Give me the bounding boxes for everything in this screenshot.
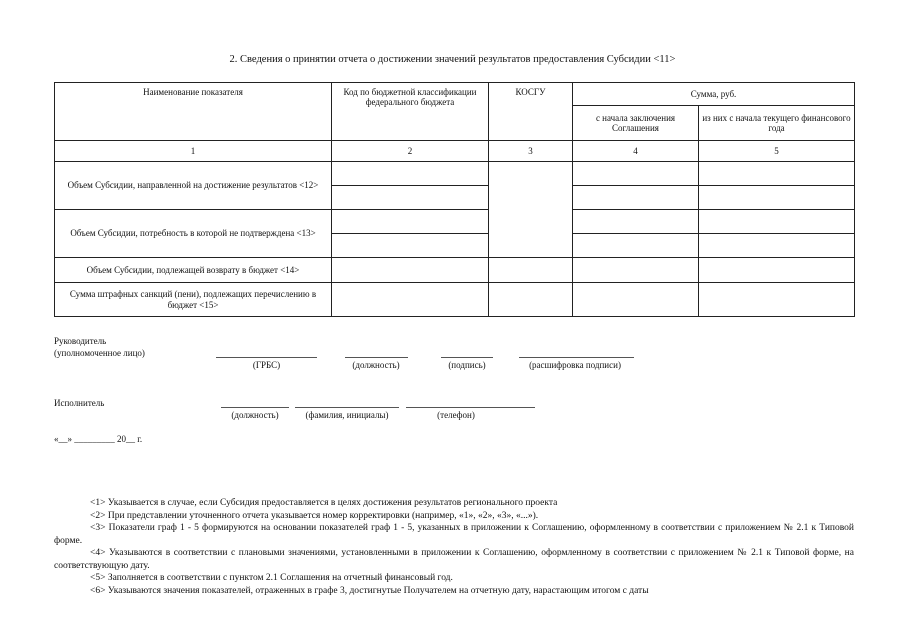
exec-name-line[interactable] [295, 407, 399, 408]
column-number: 1 [55, 141, 332, 162]
table-cell[interactable] [573, 258, 699, 283]
sign-line[interactable] [441, 357, 493, 358]
table-cell[interactable] [489, 162, 573, 258]
table-cell[interactable] [699, 283, 855, 317]
exec-name-caption: (фамилия, инициалы) [305, 410, 389, 420]
head-label: Руководитель [54, 336, 107, 346]
grbs-line[interactable] [216, 357, 317, 358]
table-cell[interactable] [332, 162, 489, 186]
header-sum-year: из них с начала текущего финансового года [699, 106, 855, 141]
column-number: 4 [573, 141, 699, 162]
row-label: Объем Субсидии, направленной на достижение результатов <12> [55, 162, 332, 210]
exec-phone-caption: (телефон) [437, 410, 475, 420]
header-code: Код по бюджетной классификации федерального бюджета [332, 83, 489, 141]
header-kosgu: КОСГУ [489, 83, 573, 141]
executor-label: Исполнитель [54, 398, 105, 408]
position-line[interactable] [345, 357, 408, 358]
table-cell[interactable] [573, 283, 699, 317]
table-cell[interactable] [573, 186, 699, 210]
row-label: Объем Субсидии, потребность в которой не подтверждена <13> [55, 210, 332, 258]
table-cell[interactable] [699, 234, 855, 258]
sign-decode-line[interactable] [519, 357, 634, 358]
footnotes [54, 497, 854, 597]
section-title: 2. Сведения о принятии отчета о достижении значений результатов предоставления Субсидии <11> [229, 54, 676, 65]
table-cell[interactable] [573, 234, 699, 258]
column-number: 5 [699, 141, 855, 162]
grbs-caption: (ГРБС) [252, 360, 281, 370]
sign-caption: (подпись) [448, 360, 486, 370]
exec-position-line[interactable] [221, 407, 289, 408]
footnote: <5> Заполняется в соответствии с пунктом 2.1 Соглашения на отчетный финансовый год. [90, 573, 453, 584]
table-cell[interactable] [489, 258, 573, 283]
position-caption: (должность) [352, 360, 400, 370]
column-number: 3 [489, 141, 573, 162]
exec-position-caption: (должность) [231, 410, 279, 420]
table-cell[interactable] [699, 186, 855, 210]
table-cell[interactable] [699, 210, 855, 234]
sign-decode-caption: (расшифровка подписи) [529, 360, 621, 370]
table-cell[interactable] [699, 258, 855, 283]
table-cell[interactable] [332, 258, 489, 283]
table-cell[interactable] [332, 283, 489, 317]
footnote: <4> Указываются в соответствии с плановыми значениями, установленными в приложении к Соглашению, оформленному в соответствии с приложением № 2.1 к Типовой форме, на соответствующую дату. [54, 548, 854, 571]
column-number: 2 [332, 141, 489, 162]
exec-phone-line[interactable] [406, 407, 535, 408]
footnote: <6> Указываются значения показателей, отраженных в графе 3, достигнутые Получателем на отчетную дату, нарастающим итогом с даты [90, 585, 649, 596]
date-field[interactable]: «__» _________ 20__ г. [54, 434, 143, 444]
head-label-sub: (уполномоченное лицо) [54, 348, 145, 358]
header-sum: Сумма, руб. [573, 83, 855, 106]
row-label: Объем Субсидии, подлежащей возврату в бюджет <14> [55, 258, 332, 283]
table-cell[interactable] [699, 162, 855, 186]
report-table [54, 82, 855, 317]
table-cell[interactable] [573, 210, 699, 234]
table-cell[interactable] [332, 186, 489, 210]
table-cell[interactable] [573, 162, 699, 186]
table-cell[interactable] [332, 234, 489, 258]
header-name: Наименование показателя [55, 83, 332, 141]
table-cell[interactable] [489, 283, 573, 317]
footnote: <2> При представлении уточненного отчета указывается номер корректировки (например, «1», «2», «3», «...»). [90, 510, 539, 521]
footnote: <3> Показатели граф 1 - 5 формируются на основании показателей граф 1 - 5, указанных в приложении к Соглашению, оформленному в соответствии с приложением № 2.1 к Типовой форме. [54, 523, 854, 546]
footnote: <1> Указывается в случае, если Субсидия предоставляется в целях достижения результатов регионального проекта [90, 498, 558, 508]
header-sum-from-start: с начала заключения Соглашения [573, 106, 699, 141]
table-cell[interactable] [332, 210, 489, 234]
row-label: Сумма штрафных санкций (пени), подлежащих перечислению в бюджет <15> [55, 283, 332, 317]
